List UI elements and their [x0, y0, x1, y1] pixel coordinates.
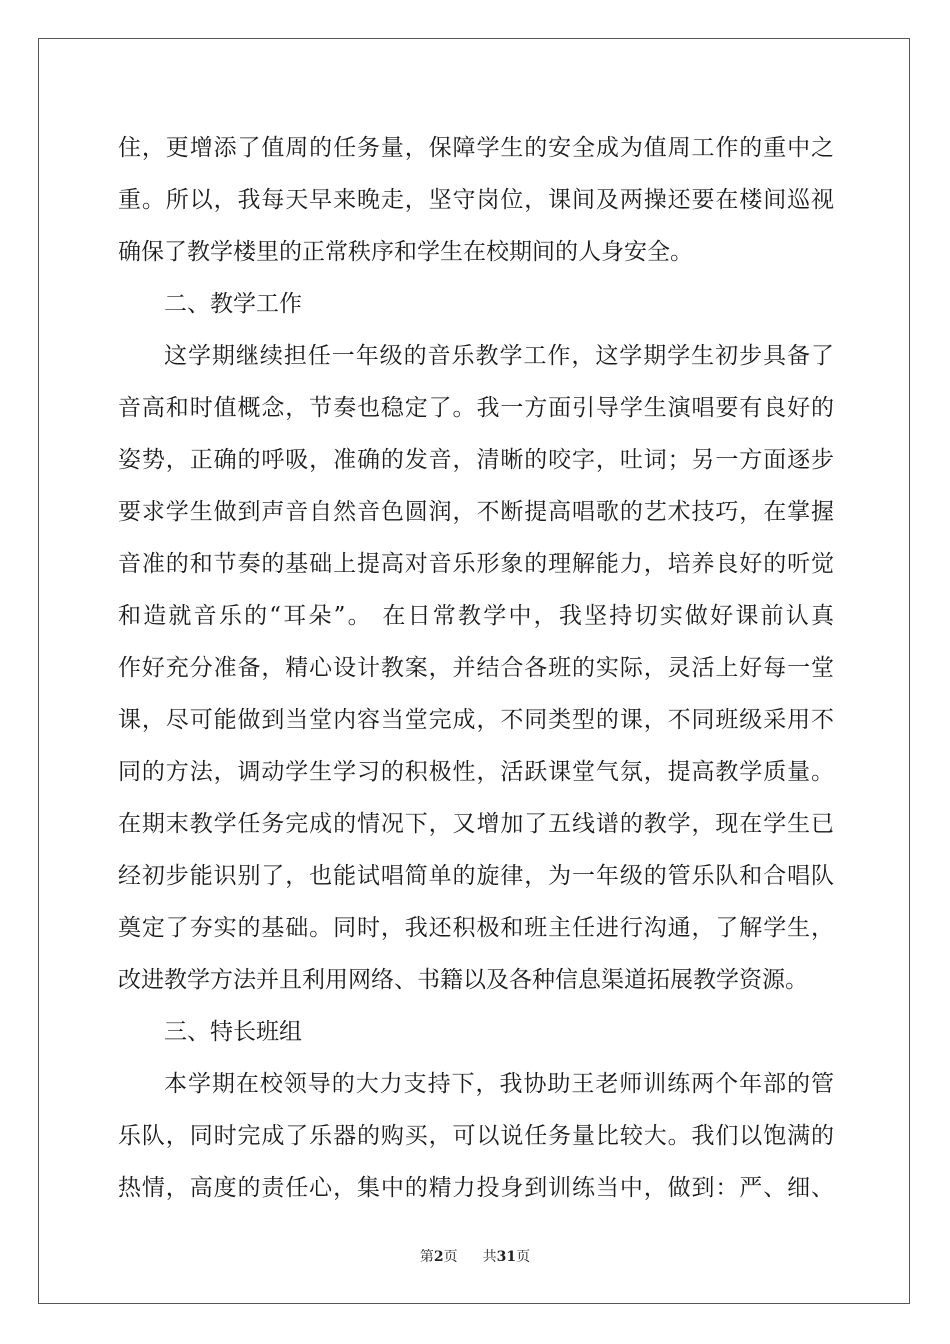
text-line: 音高和时值概念，节奏也稳定了。我一方面引导学生演唱要有良好的: [118, 395, 834, 421]
text-line: 热情，高度的责任心，集中的精力投身到训练当中，做到：严、细、: [118, 1175, 834, 1201]
text-line: 确保了教学楼里的正常秩序和学生在校期间的人身安全。: [118, 239, 693, 265]
text-line: 作好充分准备，精心设计教案，并结合各班的实际，灵活上好每一堂: [118, 655, 834, 681]
page-number: 2: [433, 1249, 444, 1265]
total-label-prefix: 共: [482, 1249, 497, 1265]
document-body: [118, 128, 834, 1220]
text-line: 重。所以，我每天早来晚走，坚守岗位，课间及两操还要在楼间巡视: [118, 187, 834, 213]
text-line: 乐队，同时完成了乐器的购买，可以说任务量比较大。我们以饱满的: [118, 1123, 834, 1149]
total-label-suffix: 页: [516, 1249, 531, 1265]
text-line: 同的方法，调动学生学习的积极性，活跃课堂气氛，提高教学质量。: [118, 759, 834, 785]
text-line: 姿势，正确的呼吸，准确的发音，清晰的咬字，吐词；另一方面逐步: [118, 447, 834, 473]
page-footer: [0, 1246, 950, 1266]
total-pages: 31: [496, 1249, 517, 1265]
text-line: 要求学生做到声音自然音色圆润，不断提高唱歌的艺术技巧，在掌握: [118, 499, 834, 525]
text-line: 和造就音乐的“耳朵”。 在日常教学中，我坚持切实做好课前认真: [118, 603, 834, 629]
text-line: 住，更增添了值周的任务量，保障学生的安全成为值周工作的重中之: [118, 135, 834, 161]
text-line: 音准的和节奏的基础上提高对音乐形象的理解能力，培养良好的听觉: [118, 551, 834, 577]
text-line: 奠定了夯实的基础。同时，我还积极和班主任进行沟通，了解学生，: [118, 915, 834, 941]
section-heading-teaching: 二、教学工作: [164, 291, 302, 317]
page-label-suffix: 页: [443, 1249, 458, 1265]
text-line: 经初步能识别了，也能试唱简单的旋律，为一年级的管乐队和合唱队: [118, 863, 834, 889]
text-line: 这学期继续担任一年级的音乐教学工作，这学期学生初步具备了: [164, 343, 834, 369]
section-heading-specialty-groups: 三、特长班组: [164, 1019, 302, 1045]
page-label-prefix: 第: [419, 1249, 434, 1265]
text-line: 本学期在校领导的大力支持下，我协助王老师训练两个年部的管: [164, 1071, 834, 1097]
text-line: 在期末教学任务完成的情况下，又增加了五线谱的教学，现在学生已: [118, 811, 834, 837]
text-line: 改进教学方法并且利用网络、书籍以及各种信息渠道拓展教学资源。: [118, 967, 808, 993]
text-line: 课，尽可能做到当堂内容当堂完成，不同类型的课，不同班级采用不: [118, 707, 834, 733]
